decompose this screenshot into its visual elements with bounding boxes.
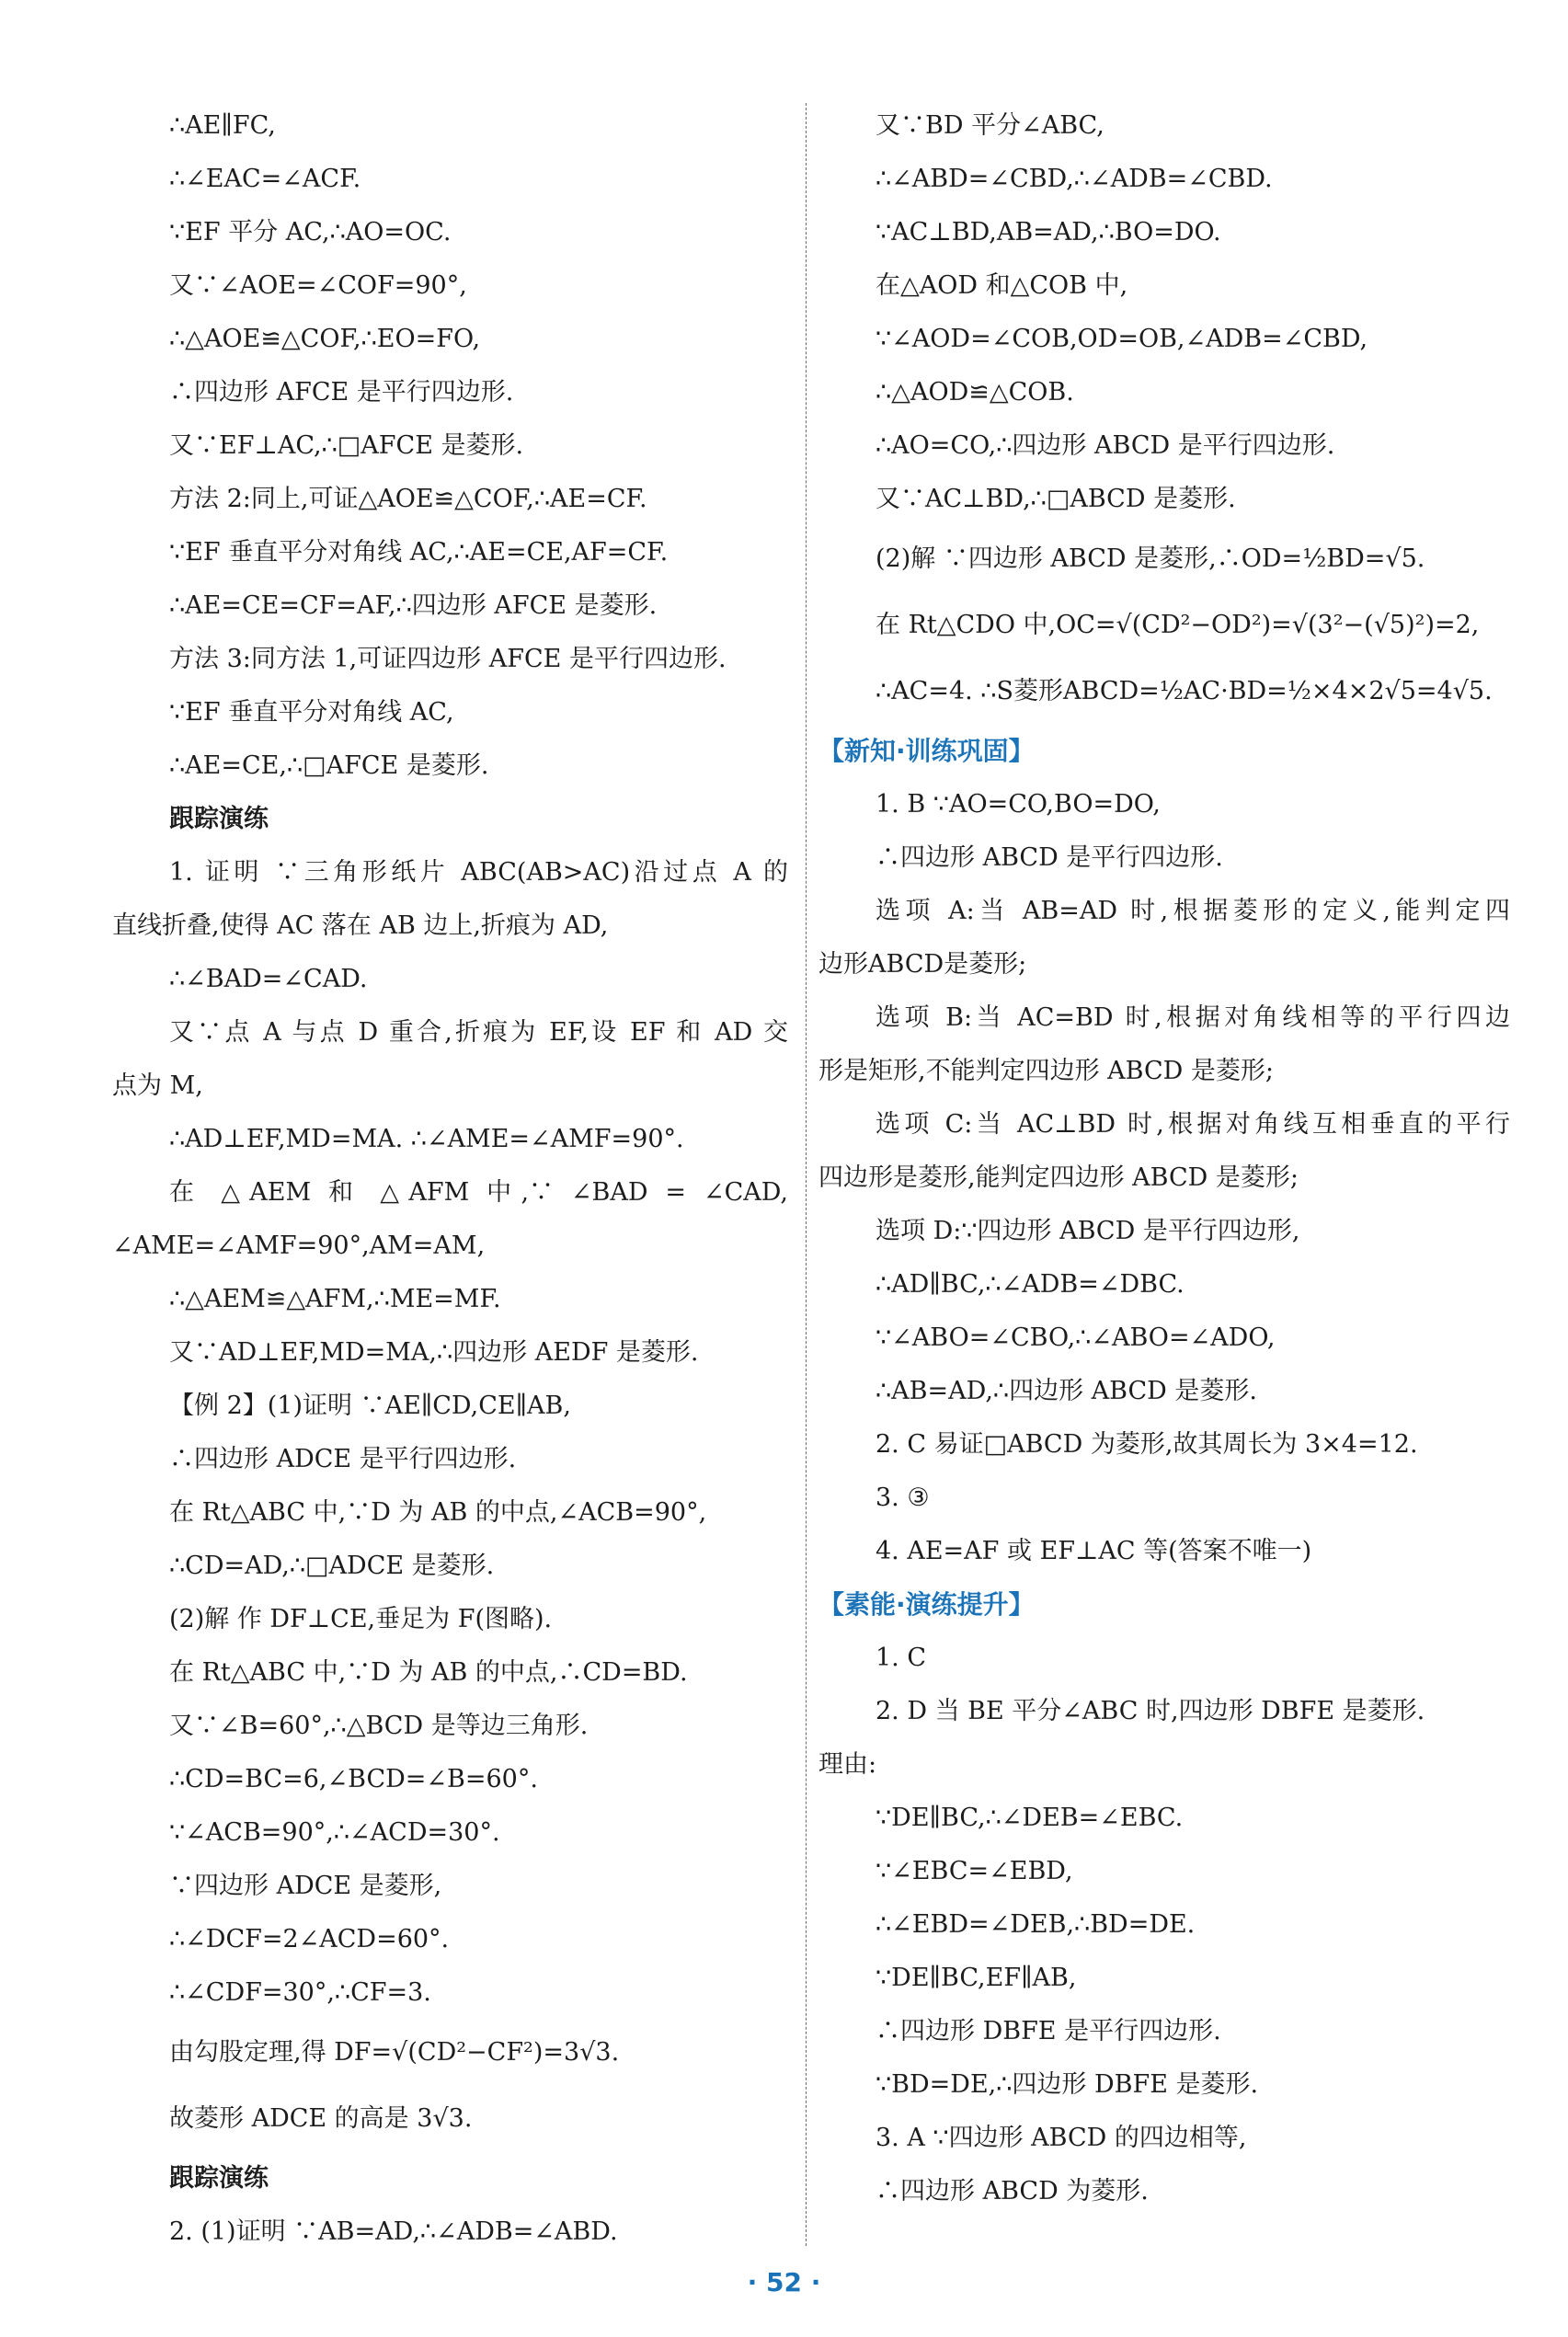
right-text-line: 【素能·演练提升】 — [818, 1589, 1035, 1620]
left-text-line: ∴∠EAC=∠ACF. — [169, 165, 361, 193]
right-text-line: ∴AB=AD,∴四边形 ABCD 是菱形. — [876, 1377, 1257, 1405]
right-text-line: ∵DE∥BC,EF∥AB, — [876, 1964, 1077, 1992]
page-number: · 52 · — [747, 2267, 821, 2297]
right-text-line: ∴∠EBD=∠DEB,∴BD=DE. — [876, 1910, 1196, 1939]
right-text-line: 选项 A:当 AB=AD 时,根据菱形的定义,能判定四 — [876, 897, 1510, 925]
left-text-line: ∴∠DCF=2∠ACD=60°. — [169, 1925, 450, 1953]
left-text-line: ∠AME=∠AMF=90°,AM=AM, — [112, 1232, 486, 1260]
right-text-line: 又∵BD 平分∠ABC, — [876, 111, 1104, 140]
left-text-line: ∵EF 平分 AC,∴AO=OC. — [169, 218, 452, 246]
left-text-line: ∴△AEM≌△AFM,∴ME=MF. — [169, 1285, 501, 1313]
left-text-line: 跟踪演练 — [169, 805, 269, 833]
right-text-line: ∵AC⊥BD,AB=AD,∴BO=DO. — [876, 218, 1221, 246]
left-text-line: ∵∠ACB=90°,∴∠ACD=30°. — [169, 1818, 500, 1847]
left-text-line: ∵EF 垂直平分对角线 AC, — [169, 698, 454, 727]
right-text-line: ∴四边形 ABCD 是平行四边形. — [876, 843, 1223, 872]
right-text-line: 选项 C:当 AC⊥BD 时,根据对角线互相垂直的平行 — [876, 1110, 1510, 1139]
left-text-line: 由勾股定理,得 DF=√(CD²−CF²)=3√3. — [169, 2038, 620, 2067]
right-text-line: 1. C — [876, 1644, 927, 1672]
left-text-line: ∴四边形 AFCE 是平行四边形. — [169, 378, 514, 407]
right-text-line: 在 Rt△CDO 中,OC=√(CD²−OD²)=√(3²−(√5)²)=2, — [876, 611, 1480, 639]
left-text-line: ∴AD⊥EF,MD=MA. ∴∠AME=∠AMF=90°. — [169, 1125, 684, 1153]
left-text-line: ∵EF 垂直平分对角线 AC,∴AE=CE,AF=CF. — [169, 538, 669, 567]
left-text-line: ∴△AOE≌△COF,∴EO=FO, — [169, 325, 481, 353]
left-text-line: 在 Rt△ABC 中,∵D 为 AB 的中点,∠ACB=90°, — [169, 1498, 707, 1527]
right-column — [818, 99, 1510, 2218]
right-text-line: 形是矩形,不能判定四边形 ABCD 是菱形; — [818, 1057, 1274, 1085]
left-text-line: 方法 2:同上,可证△AOE≌△COF,∴AE=CF. — [169, 485, 647, 513]
right-text-line: 3. A ∵四边形 ABCD 的四边相等, — [876, 2124, 1247, 2152]
right-text-line: ∴△AOD≌△COB. — [876, 378, 1074, 407]
right-text-line: ∴∠ABD=∠CBD,∴∠ADB=∠CBD. — [876, 165, 1273, 193]
left-text-line: 在 △AEM 和 △AFM 中,∵ ∠BAD = ∠CAD, — [169, 1178, 788, 1207]
left-text-line: 故菱形 ADCE 的高是 3√3. — [169, 2104, 473, 2133]
left-text-line: 2. (1)证明 ∵AB=AD,∴∠ADB=∠ABD. — [169, 2217, 618, 2246]
right-text-line: ∴AC=4. ∴S菱形ABCD=½AC·BD=½×4×2√5=4√5. — [876, 677, 1493, 705]
right-text-line: (2)解 ∵四边形 ABCD 是菱形,∴OD=½BD=√5. — [876, 544, 1425, 573]
right-text-line: 1. B ∵AO=CO,BO=DO, — [876, 790, 1161, 819]
right-text-line: 4. AE=AF 或 EF⊥AC 等(答案不唯一) — [876, 1537, 1312, 1565]
right-text-line: 3. ③ — [876, 1484, 930, 1512]
right-text-line: 【新知·训练巩固】 — [818, 736, 1035, 766]
left-text-line: ∴∠BAD=∠CAD. — [169, 965, 368, 993]
left-text-line: 1. 证明 ∵三角形纸片 ABC(AB>AC)沿过点 A 的 — [169, 858, 788, 887]
left-text-line: 跟踪演练 — [169, 2164, 269, 2193]
right-text-line: ∵∠AOD=∠COB,OD=OB,∠ADB=∠CBD, — [876, 325, 1368, 353]
left-text-line: 又∵点 A 与点 D 重合,折痕为 EF,设 EF 和 AD 交 — [169, 1018, 788, 1047]
left-text-line: 又∵∠B=60°,∴△BCD 是等边三角形. — [169, 1712, 589, 1740]
right-text-line: ∵BD=DE,∴四边形 DBFE 是菱形. — [876, 2070, 1259, 2099]
right-text-line: 2. D 当 BE 平分∠ABC 时,四边形 DBFE 是菱形. — [876, 1697, 1425, 1725]
left-text-line: 又∵∠AOE=∠COF=90°, — [169, 271, 467, 300]
left-text-line: 点为 M, — [112, 1071, 203, 1100]
right-text-line: 理由: — [818, 1750, 877, 1779]
left-text-line: ∵四边形 ADCE 是菱形, — [169, 1872, 442, 1900]
left-text-line: (2)解 作 DF⊥CE,垂足为 F(图略). — [169, 1605, 553, 1633]
left-text-line: ∴AE∥FC, — [169, 111, 276, 140]
left-text-line: 【例 2】(1)证明 ∵AE∥CD,CE∥AB, — [169, 1392, 571, 1420]
right-text-line: ∵DE∥BC,∴∠DEB=∠EBC. — [876, 1804, 1184, 1832]
left-text-line: ∴AE=CE,∴□AFCE 是菱形. — [169, 751, 489, 780]
right-text-line: ∴AO=CO,∴四边形 ABCD 是平行四边形. — [876, 431, 1335, 460]
right-text-line: ∴四边形 ABCD 为菱形. — [876, 2177, 1149, 2205]
right-text-line: ∵∠EBC=∠EBD, — [876, 1857, 1073, 1885]
right-text-line: 又∵AC⊥BD,∴□ABCD 是菱形. — [876, 485, 1236, 513]
left-column — [112, 99, 788, 2259]
left-text-line: 在 Rt△ABC 中,∵D 为 AB 的中点,∴CD=BD. — [169, 1658, 688, 1687]
right-text-line: ∵∠ABO=∠CBO,∴∠ABO=∠ADO, — [876, 1323, 1276, 1352]
right-text-line: 边形ABCD是菱形; — [818, 950, 1027, 979]
left-text-line: ∴四边形 ADCE 是平行四边形. — [169, 1445, 517, 1473]
column-divider — [806, 103, 807, 2246]
right-text-line: 四边形是菱形,能判定四边形 ABCD 是菱形; — [818, 1163, 1299, 1192]
right-text-line: 选项 B:当 AC=BD 时,根据对角线相等的平行四边 — [876, 1003, 1510, 1032]
left-text-line: ∴∠CDF=30°,∴CF=3. — [169, 1978, 431, 2007]
left-text-line: 又∵EF⊥AC,∴□AFCE 是菱形. — [169, 431, 524, 460]
right-text-line: 在△AOD 和△COB 中, — [876, 271, 1128, 300]
left-text-line: 方法 3:同方法 1,可证四边形 AFCE 是平行四边形. — [169, 645, 727, 673]
left-text-line: 又∵AD⊥EF,MD=MA,∴四边形 AEDF 是菱形. — [169, 1338, 699, 1367]
right-text-line: ∴四边形 DBFE 是平行四边形. — [876, 2017, 1221, 2045]
left-text-line: ∴CD=AD,∴□ADCE 是菱形. — [169, 1552, 495, 1580]
left-text-line: ∴AE=CE=CF=AF,∴四边形 AFCE 是菱形. — [169, 591, 658, 620]
right-text-line: 2. C 易证□ABCD 为菱形,故其周长为 3×4=12. — [876, 1430, 1418, 1459]
right-text-line: ∴AD∥BC,∴∠ADB=∠DBC. — [876, 1270, 1185, 1299]
right-text-line: 选项 D:∵四边形 ABCD 是平行四边形, — [876, 1217, 1300, 1245]
left-text-line: ∴CD=BC=6,∠BCD=∠B=60°. — [169, 1765, 538, 1793]
left-text-line: 直线折叠,使得 AC 落在 AB 边上,折痕为 AD, — [112, 911, 609, 940]
